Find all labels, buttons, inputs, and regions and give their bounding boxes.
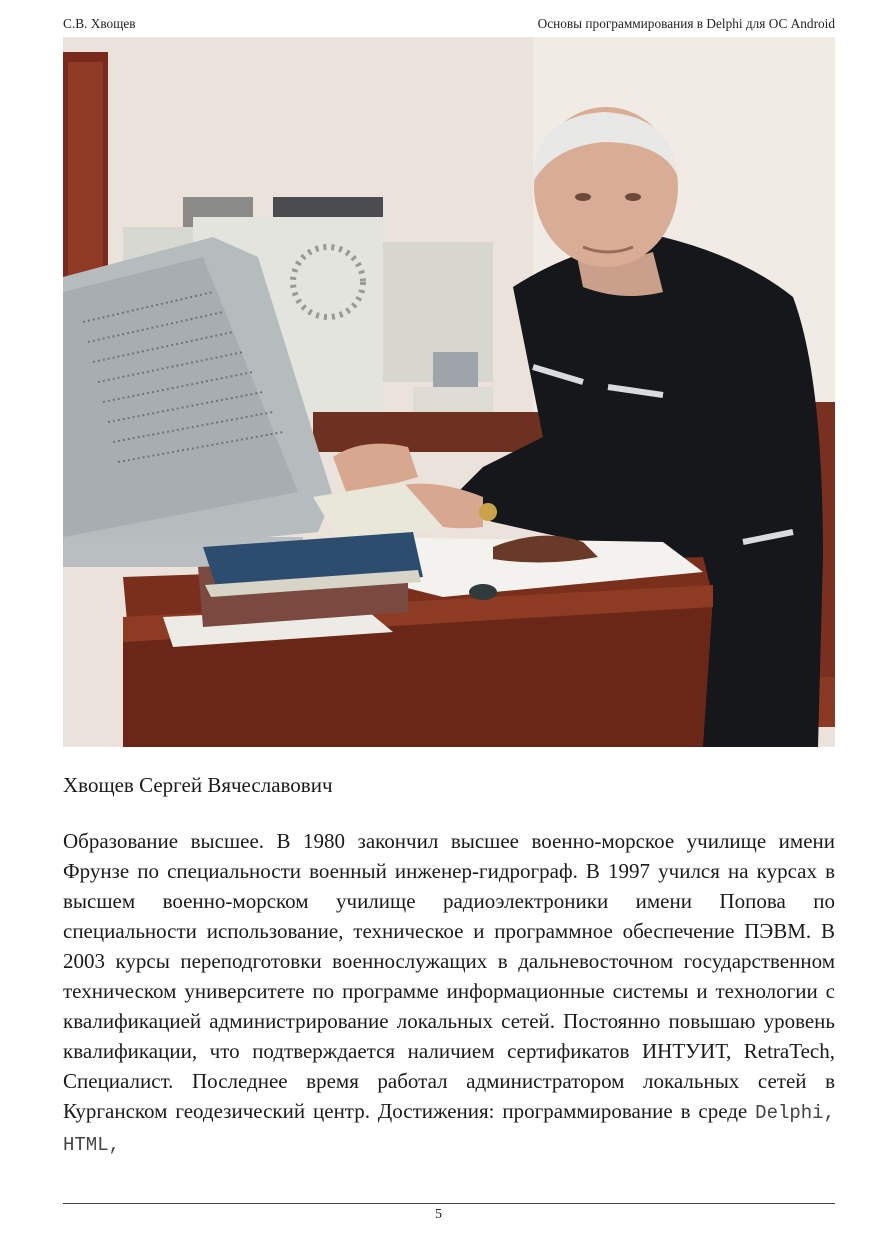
biography-text: Образование высшее. В 1980 закончил высшее военно-морское училище имени Фрунзе по специальности военный инженер-гидрограф. В 1997 учился на курсах в высшем военно-морском училище радиоэлектроники имени Попова по специальности использование, техническое и программное обеспечение ПЭВМ. В 2003 курсы переподготовки военнослужащих в дальневосточном государственном техническом университете по программе информационные системы и технологии с квалификацией администрирование локальных сетей. Постоянно повышаю уровень квалификации, что подтверждается наличием сертификатов ИНТУИТ, RetraTech, Специалист. Последнее время работал администратором локальных сетей в Курганском геодезический центр. Достижения: программирование в среде bbox=[63, 829, 835, 1123]
running-header bbox=[63, 16, 835, 36]
code-delphi: Delphi bbox=[755, 1102, 824, 1124]
author-biography bbox=[63, 826, 835, 1160]
code-trailing: , bbox=[108, 1134, 121, 1156]
footer-rule bbox=[63, 1203, 835, 1204]
code-separator: , bbox=[823, 1102, 835, 1124]
header-author: С.В. Хвощев bbox=[63, 16, 136, 31]
code-html: HTML bbox=[63, 1134, 109, 1156]
header-book-title: Основы программирования в Delphi для ОС Android bbox=[537, 16, 835, 31]
author-name: Хвощев Сергей Вячеславович bbox=[63, 773, 333, 797]
page-number: 5 bbox=[435, 1207, 442, 1222]
author-photo bbox=[63, 37, 835, 747]
